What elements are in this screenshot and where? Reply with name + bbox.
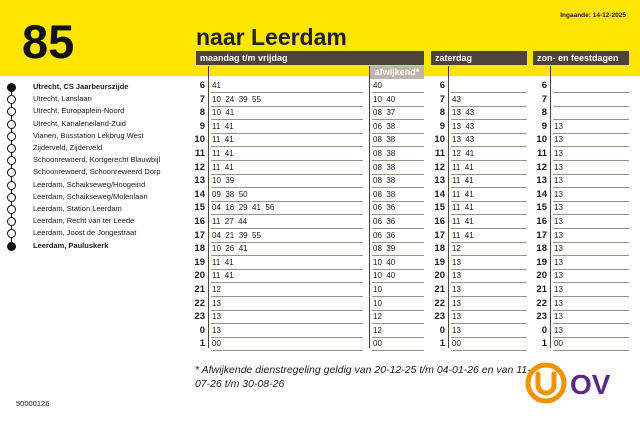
stop-marker: [7, 217, 16, 226]
line-number: 85: [22, 15, 75, 68]
sunday-hour: 15: [536, 202, 547, 214]
weekday-minutes: 04 21 39 55: [212, 230, 261, 240]
sunday-hour: 1: [541, 338, 547, 350]
afwijkend-minutes: 08 38: [373, 162, 396, 172]
row-underline: [211, 296, 363, 297]
sunday-minutes: 13: [554, 298, 563, 308]
row-underline: [553, 119, 629, 120]
weekday-minutes: 10 41: [212, 108, 235, 118]
sunday-hour: 20: [536, 270, 547, 282]
saturday-hour-divider: [448, 66, 449, 348]
row-underline: [372, 323, 424, 324]
row-underline: [553, 337, 629, 338]
weekday-hour: 10: [194, 134, 205, 146]
sunday-minutes: 13: [554, 217, 563, 226]
row-underline: [553, 133, 629, 134]
row-underline: [372, 174, 424, 175]
weekday-minutes: 13: [212, 325, 221, 335]
row-underline: [372, 310, 424, 311]
afwijkend-minutes: 08 38: [373, 135, 396, 145]
saturday-column-header: zaterdag: [431, 51, 527, 65]
row-underline: [553, 269, 629, 270]
saturday-hour: 19: [434, 256, 445, 268]
saturday-hour: 11: [434, 148, 445, 159]
row-underline: [211, 337, 363, 338]
afwijkend-minutes: 12: [373, 325, 382, 335]
stop-label: Schoonrewoerd, Schoonreweerd Dorp: [33, 167, 161, 177]
weekday-minutes: 04 16 29 41 56: [212, 203, 275, 213]
sunday-hour: 22: [536, 297, 547, 309]
weekday-hour: 22: [194, 297, 205, 309]
row-underline: [451, 119, 527, 120]
sunday-minutes: 13: [554, 271, 563, 281]
saturday-hour: 16: [434, 216, 445, 227]
saturday-minutes: 13 43: [452, 135, 475, 145]
weekday-minutes: 11 41: [212, 257, 234, 267]
saturday-minutes: 13: [452, 271, 461, 281]
weekday-minutes: 10 24 39 55: [212, 94, 261, 104]
sunday-hour-divider: [550, 66, 551, 348]
afwijkend-minutes: 08 39: [373, 244, 396, 254]
row-underline: [451, 350, 527, 351]
sunday-hour: 18: [536, 243, 547, 255]
weekday-minutes: 13: [212, 312, 221, 322]
stop-marker: [7, 181, 16, 190]
sunday-hour: 9: [541, 120, 547, 132]
stop-label: Leerdam, Recht van ter Leede: [33, 216, 135, 226]
saturday-hour: 0: [439, 324, 445, 336]
row-underline: [372, 92, 424, 93]
row-underline: [211, 350, 363, 351]
saturday-minutes: 00: [452, 339, 461, 349]
stop-marker: [7, 242, 16, 251]
afwijkend-minutes: 40: [373, 81, 382, 90]
stop-label: Utrecht, Lanslaan: [33, 94, 92, 104]
sunday-minutes: 13: [554, 325, 563, 335]
row-underline: [372, 269, 424, 270]
saturday-minutes: 43: [452, 94, 461, 104]
afwijkend-subheader: afwijkend*: [370, 66, 424, 79]
afwijkend-minutes: 08 37: [373, 108, 396, 118]
row-underline: [451, 133, 527, 134]
stop-marker: [7, 95, 16, 104]
row-underline: [451, 174, 527, 175]
row-underline: [211, 228, 363, 229]
row-underline: [372, 242, 424, 243]
row-underline: [553, 323, 629, 324]
weekday-minutes: 12: [212, 285, 221, 294]
stop-marker: [7, 205, 16, 214]
saturday-minutes: 11 41: [452, 162, 474, 172]
sunday-minutes: 13: [554, 203, 563, 213]
saturday-minutes: 11 41: [452, 230, 474, 240]
afwijkend-minutes: 08 38: [373, 176, 396, 186]
sunday-minutes: 13: [554, 285, 563, 294]
sunday-hour: 10: [536, 134, 547, 146]
u-ov-logo: [520, 360, 620, 406]
saturday-minutes: 12: [452, 244, 461, 254]
row-underline: [211, 282, 363, 283]
sunday-minutes: 13: [554, 230, 563, 240]
saturday-hour: 6: [439, 80, 445, 91]
row-underline: [211, 201, 363, 202]
saturday-hour: 1: [439, 338, 445, 350]
row-underline: [451, 255, 527, 256]
row-underline: [451, 106, 527, 107]
weekday-minutes: 11 41: [212, 135, 234, 145]
weekday-minutes: 11 41: [212, 121, 234, 131]
row-underline: [211, 106, 363, 107]
weekday-hour: 18: [194, 243, 205, 255]
weekday-minutes: 10 26 41: [212, 244, 248, 254]
stop-marker: [7, 132, 16, 141]
afwijkend-minutes: 08 38: [373, 189, 396, 199]
row-underline: [553, 160, 629, 161]
row-underline: [372, 106, 424, 107]
stop-label: Zijderveld, Zijderveld: [33, 143, 103, 152]
row-underline: [553, 242, 629, 243]
saturday-hour: 7: [439, 93, 445, 105]
row-underline: [553, 201, 629, 202]
sunday-minutes: 13: [554, 257, 563, 267]
row-underline: [211, 255, 363, 256]
stop-label: Vianen, Busstation Lekbrug West: [33, 130, 144, 140]
saturday-hour: 14: [434, 188, 445, 200]
row-underline: [553, 282, 629, 283]
row-underline: [372, 201, 424, 202]
saturday-minutes: 13: [452, 325, 461, 335]
stop-marker: [7, 83, 16, 92]
sunday-hour: 8: [541, 107, 547, 119]
saturday-hour: 10: [434, 134, 445, 146]
afwijkend-minutes: 06 36: [373, 217, 396, 226]
weekday-hour: 11: [194, 148, 205, 159]
row-underline: [372, 187, 424, 188]
stop-label: Utrecht, Europaplein-Noord: [33, 106, 125, 116]
sunday-hour: 11: [536, 148, 547, 159]
row-underline: [553, 310, 629, 311]
sunday-hour: 23: [536, 311, 547, 323]
weekday-hour: 19: [194, 256, 205, 268]
row-underline: [372, 214, 424, 215]
effective-date: Ingaande: 14-12-2025: [560, 12, 626, 19]
stop-label: Leerdam, Schaikseweg/Hoogeind: [33, 179, 146, 189]
sunday-minutes: 13: [554, 162, 563, 172]
destination-title: naar Leerdam: [196, 24, 347, 50]
row-underline: [553, 350, 629, 351]
sunday-hour: 0: [541, 324, 547, 336]
stop-label: Utrecht, CS Jaarbeurszijde: [33, 82, 129, 91]
sunday-hour: 7: [541, 93, 547, 105]
stop-label: Utrecht, Kanaleneiland-Zuid: [33, 118, 126, 128]
row-underline: [211, 160, 363, 161]
row-underline: [553, 214, 629, 215]
weekday-minutes: 11 41: [212, 162, 234, 172]
saturday-minutes: 13: [452, 285, 461, 294]
row-underline: [451, 214, 527, 215]
saturday-minutes: 11 41: [452, 203, 474, 213]
row-underline: [451, 242, 527, 243]
stop-marker: [7, 229, 16, 238]
weekday-hour: 13: [194, 175, 205, 187]
stop-marker: [7, 193, 16, 202]
weekday-minutes: 11 41: [212, 149, 234, 158]
sunday-minutes: 00: [554, 339, 563, 349]
weekday-minutes: 00: [212, 339, 221, 349]
afwijkend-minutes: 00: [373, 339, 382, 349]
weekday-hour: 17: [194, 229, 205, 241]
weekday-hour-divider: [208, 66, 209, 348]
sunday-minutes: 13: [554, 135, 563, 145]
stop-marker: [7, 107, 16, 116]
afwijkend-minutes: 10: [373, 298, 382, 308]
stop-label: Leerdam, Joost de Jongestraat: [33, 228, 137, 238]
weekday-hour: 15: [194, 202, 205, 214]
weekday-hour: 23: [194, 311, 205, 323]
afwijkend-minutes: 08 38: [373, 149, 396, 158]
saturday-minutes: 11 41: [452, 217, 474, 226]
stop-marker: [7, 156, 16, 165]
weekday-afwijkend-divider: [369, 66, 370, 348]
sunday-minutes: 13: [554, 149, 563, 158]
row-underline: [451, 187, 527, 188]
row-underline: [211, 92, 363, 93]
weekday-hour: 7: [199, 93, 205, 105]
sunday-minutes: 13: [554, 312, 563, 322]
row-underline: [372, 160, 424, 161]
row-underline: [553, 296, 629, 297]
document-code: 50000126: [16, 399, 50, 408]
row-underline: [553, 92, 629, 93]
saturday-hour: 18: [434, 243, 445, 255]
afwijkend-minutes: 10 40: [373, 94, 396, 104]
row-underline: [553, 146, 629, 147]
sunday-hour: 12: [536, 161, 547, 173]
row-underline: [372, 146, 424, 147]
sunday-hour: 14: [536, 188, 547, 200]
saturday-minutes: 11 41: [452, 189, 474, 199]
weekday-hour: 6: [199, 80, 205, 91]
row-underline: [553, 187, 629, 188]
sunday-hour: 17: [536, 229, 547, 241]
weekday-hour: 8: [199, 107, 205, 119]
row-underline: [211, 187, 363, 188]
sunday-minutes: 13: [554, 121, 563, 131]
row-underline: [372, 296, 424, 297]
row-underline: [451, 146, 527, 147]
row-underline: [211, 133, 363, 134]
stop-label: Leerdam, Station Leerdam: [33, 204, 122, 213]
row-underline: [211, 269, 363, 270]
row-underline: [451, 296, 527, 297]
weekday-minutes: 09 38 50: [212, 189, 248, 199]
weekday-hour: 20: [194, 270, 205, 282]
row-underline: [451, 323, 527, 324]
saturday-minutes: 13: [452, 298, 461, 308]
saturday-minutes: 12 41: [452, 149, 475, 158]
weekday-hour: 21: [194, 284, 205, 295]
weekday-minutes: 41: [212, 81, 221, 90]
weekday-hour: 12: [194, 161, 205, 173]
afwijkend-minutes: 06 38: [373, 121, 396, 131]
row-underline: [372, 133, 424, 134]
row-underline: [451, 282, 527, 283]
weekday-hour: 16: [194, 216, 205, 227]
saturday-hour: 17: [434, 229, 445, 241]
row-underline: [451, 269, 527, 270]
saturday-minutes: 13: [452, 257, 461, 267]
afwijkend-minutes: 06 36: [373, 230, 396, 240]
weekday-minutes: 13: [212, 298, 221, 308]
saturday-hour: 8: [439, 107, 445, 119]
footnote: * Afwijkende dienstregeling geldig van 20-12-25 t/m 04-01-26 en van 11-07-26 t/m 30-08-26: [195, 364, 531, 390]
row-underline: [451, 310, 527, 311]
row-underline: [211, 242, 363, 243]
saturday-hour: 20: [434, 270, 445, 282]
row-underline: [211, 214, 363, 215]
stop-marker: [7, 144, 16, 153]
row-underline: [211, 146, 363, 147]
weekday-minutes: 11 41: [212, 271, 234, 281]
sunday-hour: 19: [536, 256, 547, 268]
saturday-hour: 22: [434, 297, 445, 309]
row-underline: [372, 255, 424, 256]
row-underline: [211, 323, 363, 324]
saturday-minutes: 13 43: [452, 121, 475, 131]
stop-label: Leerdam, Schaikseweg/Molenlaan: [33, 191, 148, 201]
row-underline: [553, 228, 629, 229]
row-underline: [451, 337, 527, 338]
saturday-hour: 13: [434, 175, 445, 187]
saturday-hour: 21: [434, 284, 445, 295]
sunday-hour: 16: [536, 216, 547, 227]
row-underline: [211, 174, 363, 175]
weekday-minutes: 10 39: [212, 176, 235, 186]
row-underline: [372, 119, 424, 120]
row-underline: [451, 228, 527, 229]
weekday-hour: 14: [194, 188, 205, 200]
weekday-column-header: maandag t/m vrijdag: [196, 51, 424, 65]
sunday-column-header: zon- en feestdagen: [533, 51, 629, 65]
saturday-hour: 15: [434, 202, 445, 214]
sunday-minutes: 13: [554, 244, 563, 254]
row-underline: [372, 228, 424, 229]
row-underline: [211, 119, 363, 120]
saturday-hour: 9: [439, 120, 445, 132]
sunday-hour: 21: [536, 284, 547, 295]
row-underline: [372, 337, 424, 338]
afwijkend-minutes: 10 40: [373, 271, 396, 281]
logo-text: OV: [570, 369, 611, 400]
weekday-hour: 9: [199, 120, 205, 132]
stop-marker: [7, 120, 16, 129]
saturday-minutes: 13: [452, 312, 461, 322]
afwijkend-minutes: 10 40: [373, 257, 396, 267]
saturday-minutes: 11 41: [452, 176, 474, 186]
sunday-minutes: 13: [554, 176, 563, 186]
row-underline: [553, 174, 629, 175]
afwijkend-minutes: 10: [373, 285, 382, 294]
afwijkend-minutes: 06 36: [373, 203, 396, 213]
sunday-hour: 13: [536, 175, 547, 187]
weekday-hour: 1: [199, 338, 205, 350]
row-underline: [553, 106, 629, 107]
sunday-hour: 6: [541, 80, 547, 91]
row-underline: [372, 282, 424, 283]
stop-label: Leerdam, Pauluskerk: [33, 240, 109, 250]
row-underline: [211, 310, 363, 311]
afwijkend-minutes: 12: [373, 312, 382, 322]
sunday-minutes: 13: [554, 189, 563, 199]
saturday-minutes: 13 43: [452, 108, 475, 118]
saturday-hour: 23: [434, 311, 445, 323]
weekday-hour: 0: [199, 324, 205, 336]
stop-marker: [7, 168, 16, 177]
weekday-minutes: 11 27 44: [212, 217, 247, 226]
row-underline: [451, 92, 527, 93]
saturday-hour: 12: [434, 161, 445, 173]
row-underline: [451, 160, 527, 161]
row-underline: [372, 350, 424, 351]
row-underline: [451, 201, 527, 202]
row-underline: [553, 255, 629, 256]
stop-label: Schoonrewoerd, Kortgerecht Blauwbijl: [33, 155, 161, 165]
